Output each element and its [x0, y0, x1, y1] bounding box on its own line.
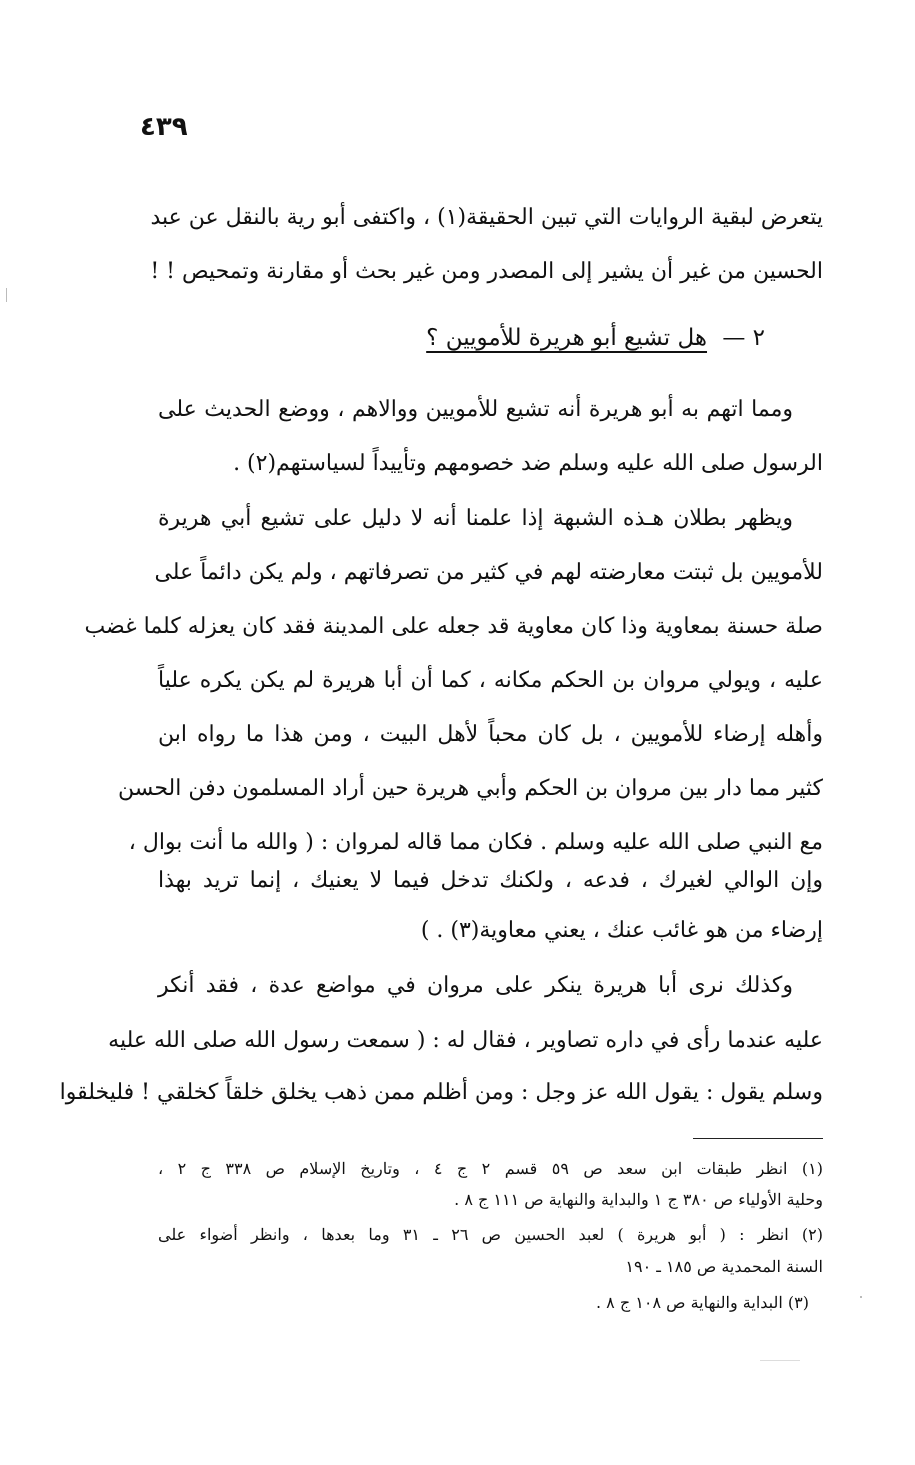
paragraph-2-line-7: مع النبي صلى الله عليه وسلم . فكان مما قاله لمروان : ( والله ما أنت بوال ، — [128, 830, 823, 855]
paragraph-1-line-2: الرسول صلى الله عليه وسلم ضد خصومهم وتأييداً لسياستهم(٢) . — [233, 451, 823, 476]
paragraph-1-line-1: ومما اتهم به أبو هريرة أنه تشيع للأمويين ووالاهم ، ووضع الحديث على — [158, 397, 793, 422]
scan-mark — [860, 1296, 862, 1298]
scan-mark — [760, 1360, 800, 1361]
paragraph-2-line-5: وأهله إرضاء للأمويين ، بل كان محباً لأهل البيت ، ومن هذا ما رواه ابن — [158, 722, 823, 747]
footnote-2-line-2: السنة المحمدية ص ١٨٥ ـ ١٩٠ — [625, 1257, 823, 1276]
footnote-1-line-2: وحلية الأولياء ص ٣٨٠ ج ١ والبداية والنهاية ص ١١١ ج ٨ . — [454, 1190, 823, 1209]
paragraph-2-line-3: صلة حسنة بمعاوية وذا كان معاوية قد جعله على المدينة فقد كان يعزله كلما غضب — [84, 614, 823, 639]
page-number: ٤٣٩ — [140, 112, 188, 142]
section-number: ٢ — — [722, 325, 765, 351]
intro-line-2: الحسين من غير أن يشير إلى المصدر ومن غير بحث أو مقارنة وتمحيص ! ! — [150, 259, 823, 284]
paragraph-2-line-4: عليه ، ويولي مروان بن الحكم مكانه ، كما أن أبا هريرة لم يكن يكره علياً — [158, 668, 823, 693]
paragraph-3-line-2: عليه عندما رأى في داره تصاوير ، فقال له : ( سمعت رسول الله صلى الله عليه — [108, 1028, 823, 1053]
paragraph-3-line-1: وكذلك نرى أبا هريرة ينكر على مروان في مواضع عدة ، فقد أنكر — [158, 973, 793, 998]
footnote-3: (٣) البداية والنهاية ص ١٠٨ ج ٨ . — [596, 1293, 809, 1312]
paragraph-3-line-3: وسلم يقول : يقول الله عز وجل : ومن أظلم ممن ذهب يخلق خلقاً كخلقي ! فليخلقوا — [59, 1080, 823, 1105]
section-heading — [426, 318, 765, 358]
paragraph-2-line-2: للأمويين بل ثبتت معارضته لهم في كثير من تصرفاتهم ، ولم يكن دائماً على — [154, 560, 823, 585]
paragraph-2-line-1: ويظهر بطلان هـذه الشبهة إذا علمنا أنه لا دليل على تشيع أبي هريرة — [158, 506, 793, 531]
paragraph-2-line-6: كثير مما دار بين مروان بن الحكم وأبي هريرة حين أراد المسلمون دفن الحسن — [117, 776, 823, 801]
paragraph-2-line-8: وإن الوالي لغيرك ، فدعه ، ولكنك تدخل فيما لا يعنيك ، إنما تريد بهذا — [158, 868, 823, 893]
scan-mark — [6, 288, 7, 302]
section-title: هل تشيع أبو هريرة للأمويين ؟ — [426, 325, 708, 351]
footnote-separator — [693, 1138, 823, 1139]
intro-line-1: يتعرض لبقية الروايات التي تبين الحقيقة(١) ، واكتفى أبو رية بالنقل عن عبد — [150, 205, 823, 230]
paragraph-2-line-9: إرضاء من هو غائب عنك ، يعني معاوية(٣) . ) — [420, 918, 823, 943]
footnote-1-line-1: (١) انظر طبقات ابن سعد ص ٥٩ قسم ٢ ج ٤ ، وتاريخ الإسلام ص ٣٣٨ ج ٢ ، — [158, 1159, 824, 1178]
footnote-2-line-1: (٢) انظر : ( أبو هريرة ) لعبد الحسين ص ٢٦ ـ ٣١ وما بعدها ، وانظر أضواء على — [158, 1225, 824, 1244]
